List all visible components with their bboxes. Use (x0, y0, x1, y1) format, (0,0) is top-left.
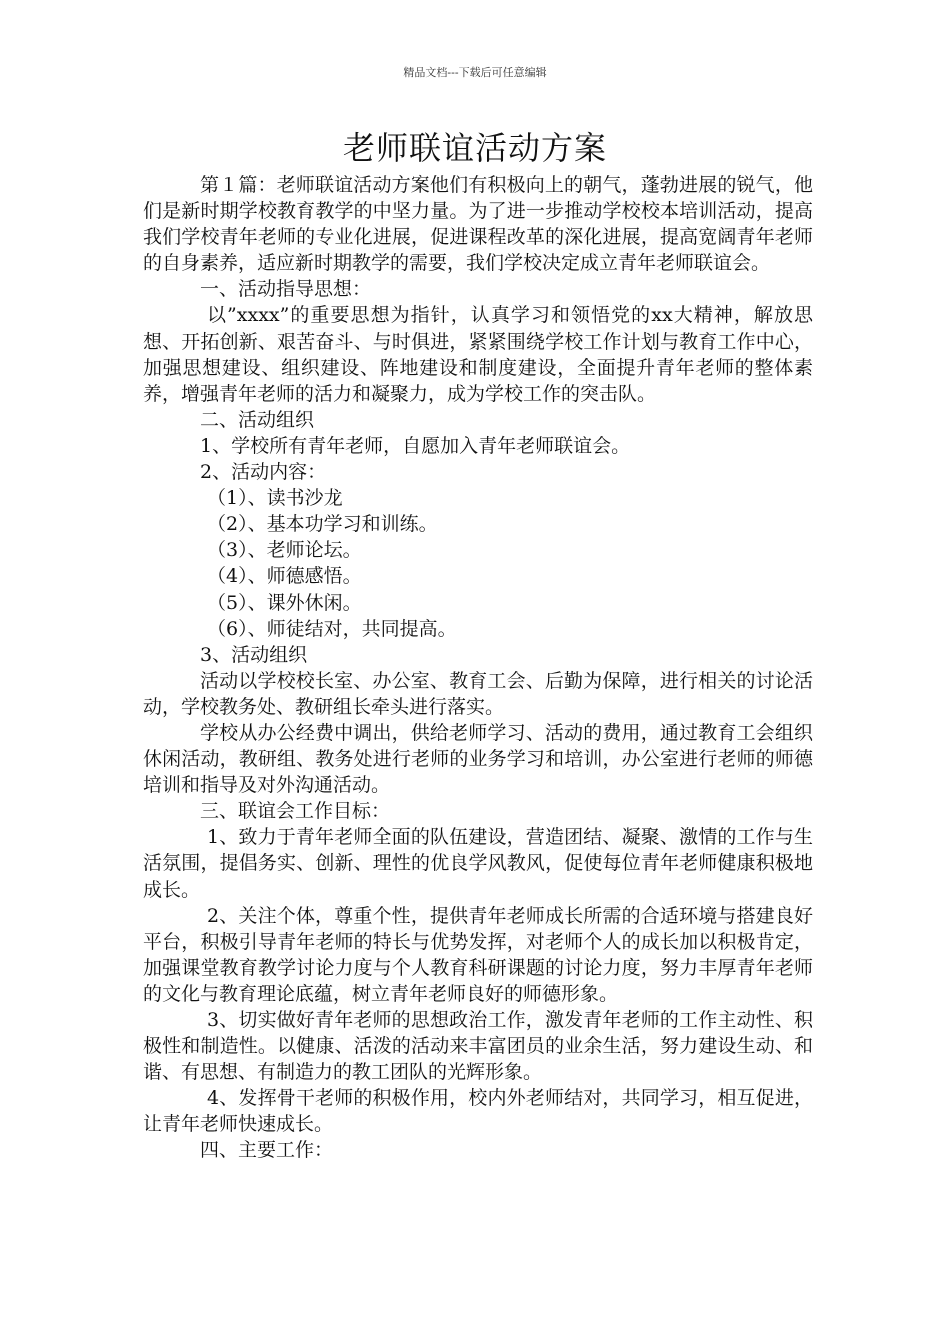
page-header: 精品文档---下载后可任意编辑 (403, 66, 547, 79)
section-heading-goals: 三、联谊会工作目标： (200, 800, 391, 823)
section-heading-organization: 二、活动组织 (200, 408, 315, 431)
content-item-6: （6）、师徒结对，共同提高。 (207, 617, 457, 640)
goal-item-3: 3、切实做好青年老师的思想政治工作，激发青年老师的工作主动性、积极性和制造性。以健康、活泼的活动来丰富团员的业余生活，努力建设生动、和谐、有思想、有制造力的教工团队的光辉形象。 (143, 1009, 813, 1084)
content-item-2: （2）、基本功学习和训练。 (207, 513, 438, 536)
content-item-5: （5）、课外休闲。 (207, 591, 362, 614)
organization-item-3: 3、活动组织 (200, 643, 308, 666)
goal-item-1: 1、致力于青年老师全面的队伍建设，营造团结、凝聚、激情的工作与生活氛围，提倡务实、创新、理性的优良学风教风，促使每位青年老师健康积极地成长。 (143, 826, 813, 901)
goal-item-4: 4、发挥骨干老师的积极作用，校内外老师结对，共同学习，相互促进，让青年老师快速成长。 (143, 1087, 813, 1136)
intro-paragraph: 第１篇：老师联谊活动方案他们有积极向上的朝气，蓬勃进展的锐气，他们是新时期学校教育教学的中坚力量。为了进一步推动学校校本培训活动，提高我们学校青年老师的专业化进展，促进课程改革的深化进展，提高宽阔青年老师的自身素养，适应新时期教学的需要，我们学校决定成立青年老师联谊会。 (143, 174, 813, 275)
content-item-1: （1）、读书沙龙 (207, 487, 343, 510)
organization-detail-paragraph-2: 学校从办公经费中调出，供给老师学习、活动的费用，通过教育工会组织休闲活动，教研组、教务处进行老师的业务学习和培训，办公室进行老师的师德培训和指导及对外沟通活动。 (143, 721, 813, 797)
organization-item-2: 2、活动内容： (200, 461, 327, 484)
goal-item-2: 2、关注个体，尊重个性，提供青年老师成长所需的合适环境与搭建良好平台，积极引导青年老师的特长与优势发挥，对老师个人的成长加以积极肯定，加强课堂教育教学讨论力度与个人教育科研课题的讨论力度，努力丰厚青年老师的文化与教育理论底蕴，树立青年老师良好的师德形象。 (143, 904, 813, 1005)
organization-detail-paragraph-1: 活动以学校校长室、办公室、教育工会、后勤为保障，进行相关的讨论活动，学校教务处、教研组长牵头进行落实。 (143, 669, 813, 718)
organization-item-1: 1、学校所有青年老师，自愿加入青年老师联谊会。 (200, 434, 631, 457)
content-item-3: （3）、老师论坛。 (207, 539, 362, 562)
document-title: 老师联谊活动方案 (342, 129, 607, 167)
guiding-thought-paragraph: 以”xxxx”的重要思想为指针，认真学习和领悟党的xx大精神，解放思想、开拓创新、艰苦奋斗、与时俱进，紧紧围绕学校工作计划与教育工作中心，加强思想建设、组织建设、阵地建设和制度建设，全面提升青年老师的整体素养，增强青年老师的活力和凝聚力，成为学校工作的突击队。 (143, 304, 813, 405)
content-item-4: （4）、师德感悟。 (207, 565, 362, 588)
section-heading-main-work: 四、主要工作： (200, 1139, 334, 1162)
section-heading-guiding-thought: 一、活动指导思想： (200, 278, 372, 301)
document-body (143, 172, 813, 1164)
